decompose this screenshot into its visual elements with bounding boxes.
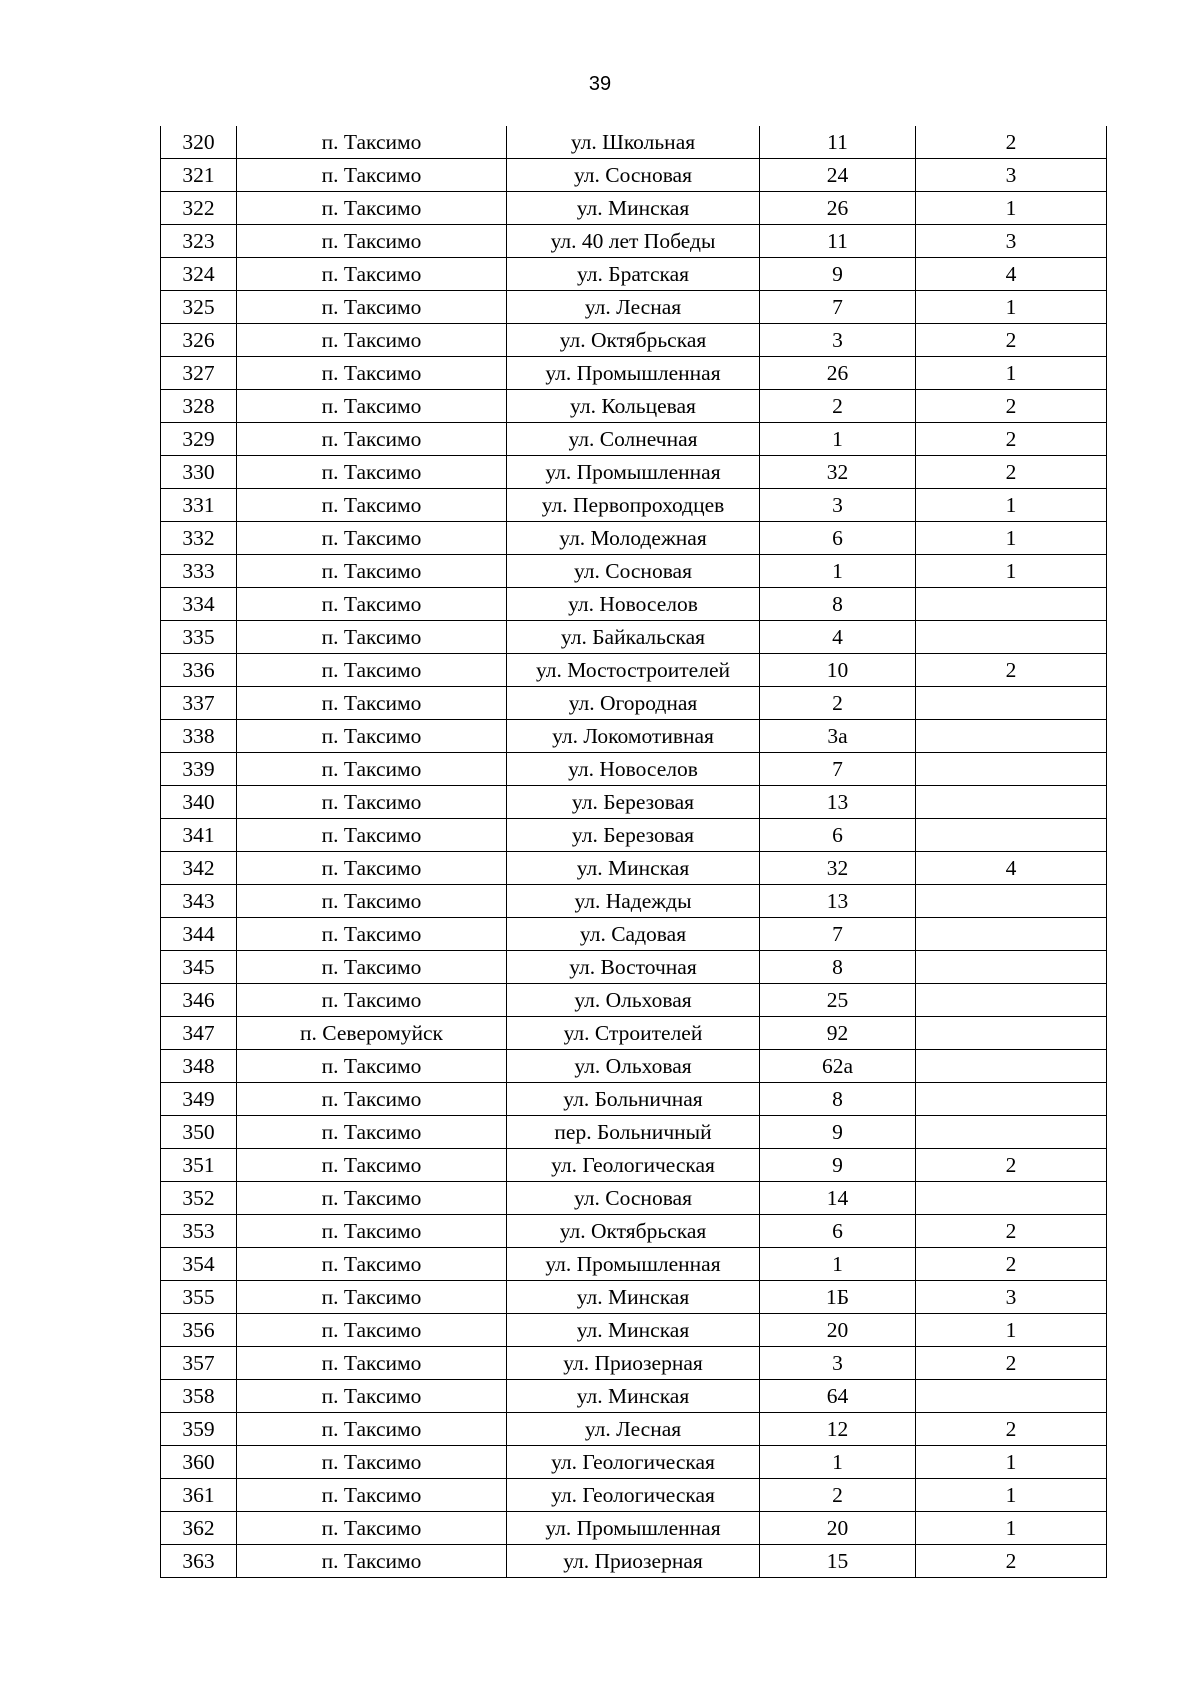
street-cell: ул. Ольховая (507, 1050, 760, 1083)
settlement-cell: п. Северомуйск (237, 1017, 507, 1050)
settlement-cell: п. Таксимо (237, 1545, 507, 1578)
row-number-cell: 356 (161, 1314, 237, 1347)
row-number-cell: 325 (161, 291, 237, 324)
count-cell: 1 (916, 555, 1107, 588)
settlement-cell: п. Таксимо (237, 918, 507, 951)
count-cell: 2 (916, 324, 1107, 357)
house-number-cell: 14 (760, 1182, 916, 1215)
settlement-cell: п. Таксимо (237, 1446, 507, 1479)
count-cell (916, 1116, 1107, 1149)
count-cell (916, 720, 1107, 753)
address-table (160, 126, 1107, 1578)
street-cell: ул. Локомотивная (507, 720, 760, 753)
settlement-cell: п. Таксимо (237, 819, 507, 852)
row-number-cell: 362 (161, 1512, 237, 1545)
row-number-cell: 337 (161, 687, 237, 720)
house-number-cell: 2 (760, 687, 916, 720)
table-row (161, 720, 1107, 753)
street-cell: ул. Первопроходцев (507, 489, 760, 522)
street-cell: ул. Школьная (507, 126, 760, 159)
house-number-cell: 13 (760, 786, 916, 819)
settlement-cell: п. Таксимо (237, 192, 507, 225)
row-number-cell: 358 (161, 1380, 237, 1413)
table-row (161, 1446, 1107, 1479)
house-number-cell: 12 (760, 1413, 916, 1446)
row-number-cell: 327 (161, 357, 237, 390)
count-cell (916, 984, 1107, 1017)
count-cell: 2 (916, 1545, 1107, 1578)
table-row (161, 357, 1107, 390)
settlement-cell: п. Таксимо (237, 456, 507, 489)
row-number-cell: 344 (161, 918, 237, 951)
street-cell: ул. Геологическая (507, 1446, 760, 1479)
table-row (161, 324, 1107, 357)
count-cell: 1 (916, 489, 1107, 522)
row-number-cell: 334 (161, 588, 237, 621)
house-number-cell: 15 (760, 1545, 916, 1578)
house-number-cell: 7 (760, 918, 916, 951)
street-cell: ул. Минская (507, 1281, 760, 1314)
street-cell: ул. Промышленная (507, 357, 760, 390)
table-row (161, 951, 1107, 984)
page-number: 39 (588, 73, 612, 95)
settlement-cell: п. Таксимо (237, 654, 507, 687)
settlement-cell: п. Таксимо (237, 390, 507, 423)
house-number-cell: 25 (760, 984, 916, 1017)
table-row (161, 1017, 1107, 1050)
settlement-cell: п. Таксимо (237, 1479, 507, 1512)
table-row (161, 192, 1107, 225)
row-number-cell: 330 (161, 456, 237, 489)
count-cell: 2 (916, 1347, 1107, 1380)
settlement-cell: п. Таксимо (237, 1149, 507, 1182)
row-number-cell: 323 (161, 225, 237, 258)
count-cell: 1 (916, 522, 1107, 555)
count-cell: 2 (916, 1248, 1107, 1281)
table-row (161, 1182, 1107, 1215)
table-row (161, 1281, 1107, 1314)
house-number-cell: 6 (760, 1215, 916, 1248)
street-cell: ул. Новоселов (507, 588, 760, 621)
street-cell: ул. Октябрьская (507, 324, 760, 357)
settlement-cell: п. Таксимо (237, 1314, 507, 1347)
row-number-cell: 354 (161, 1248, 237, 1281)
house-number-cell: 2 (760, 390, 916, 423)
house-number-cell: 8 (760, 1083, 916, 1116)
house-number-cell: 6 (760, 522, 916, 555)
house-number-cell: 3 (760, 324, 916, 357)
count-cell: 3 (916, 1281, 1107, 1314)
settlement-cell: п. Таксимо (237, 126, 507, 159)
street-cell: ул. 40 лет Победы (507, 225, 760, 258)
settlement-cell: п. Таксимо (237, 1380, 507, 1413)
settlement-cell: п. Таксимо (237, 885, 507, 918)
table-row (161, 1215, 1107, 1248)
street-cell: ул. Новоселов (507, 753, 760, 786)
count-cell (916, 1380, 1107, 1413)
row-number-cell: 352 (161, 1182, 237, 1215)
count-cell: 1 (916, 192, 1107, 225)
settlement-cell: п. Таксимо (237, 753, 507, 786)
street-cell: ул. Мостостроителей (507, 654, 760, 687)
house-number-cell: 6 (760, 819, 916, 852)
table-row (161, 654, 1107, 687)
street-cell: ул. Садовая (507, 918, 760, 951)
street-cell: ул. Приозерная (507, 1347, 760, 1380)
settlement-cell: п. Таксимо (237, 1347, 507, 1380)
settlement-cell: п. Таксимо (237, 258, 507, 291)
street-cell: ул. Промышленная (507, 1248, 760, 1281)
count-cell: 1 (916, 1479, 1107, 1512)
table-row (161, 1149, 1107, 1182)
street-cell: ул. Огородная (507, 687, 760, 720)
row-number-cell: 357 (161, 1347, 237, 1380)
row-number-cell: 353 (161, 1215, 237, 1248)
house-number-cell: 64 (760, 1380, 916, 1413)
table-row (161, 1248, 1107, 1281)
row-number-cell: 339 (161, 753, 237, 786)
row-number-cell: 349 (161, 1083, 237, 1116)
street-cell: ул. Сосновая (507, 159, 760, 192)
settlement-cell: п. Таксимо (237, 1083, 507, 1116)
table-row (161, 918, 1107, 951)
settlement-cell: п. Таксимо (237, 1281, 507, 1314)
settlement-cell: п. Таксимо (237, 555, 507, 588)
count-cell (916, 918, 1107, 951)
row-number-cell: 355 (161, 1281, 237, 1314)
settlement-cell: п. Таксимо (237, 1248, 507, 1281)
row-number-cell: 332 (161, 522, 237, 555)
row-number-cell: 336 (161, 654, 237, 687)
settlement-cell: п. Таксимо (237, 291, 507, 324)
count-cell: 4 (916, 258, 1107, 291)
count-cell: 1 (916, 1314, 1107, 1347)
row-number-cell: 363 (161, 1545, 237, 1578)
table-row (161, 786, 1107, 819)
settlement-cell: п. Таксимо (237, 1512, 507, 1545)
house-number-cell: 1Б (760, 1281, 916, 1314)
table-row (161, 555, 1107, 588)
row-number-cell: 350 (161, 1116, 237, 1149)
street-cell: ул. Приозерная (507, 1545, 760, 1578)
house-number-cell: 11 (760, 126, 916, 159)
table-row (161, 852, 1107, 885)
house-number-cell: 1 (760, 555, 916, 588)
table-row (161, 291, 1107, 324)
street-cell: ул. Березовая (507, 819, 760, 852)
count-cell (916, 588, 1107, 621)
count-cell: 2 (916, 390, 1107, 423)
count-cell: 2 (916, 654, 1107, 687)
table-row (161, 1050, 1107, 1083)
count-cell (916, 1083, 1107, 1116)
street-cell: ул. Лесная (507, 1413, 760, 1446)
count-cell: 3 (916, 225, 1107, 258)
settlement-cell: п. Таксимо (237, 423, 507, 456)
row-number-cell: 348 (161, 1050, 237, 1083)
row-number-cell: 346 (161, 984, 237, 1017)
table-row (161, 588, 1107, 621)
table-row (161, 1347, 1107, 1380)
row-number-cell: 338 (161, 720, 237, 753)
count-cell: 2 (916, 1149, 1107, 1182)
row-number-cell: 359 (161, 1413, 237, 1446)
count-cell (916, 621, 1107, 654)
settlement-cell: п. Таксимо (237, 225, 507, 258)
row-number-cell: 351 (161, 1149, 237, 1182)
table-row (161, 1314, 1107, 1347)
count-cell: 1 (916, 1512, 1107, 1545)
street-cell: ул. Минская (507, 192, 760, 225)
table-row (161, 819, 1107, 852)
count-cell: 1 (916, 291, 1107, 324)
street-cell: ул. Байкальская (507, 621, 760, 654)
row-number-cell: 331 (161, 489, 237, 522)
table-row (161, 1479, 1107, 1512)
settlement-cell: п. Таксимо (237, 951, 507, 984)
street-cell: пер. Больничный (507, 1116, 760, 1149)
house-number-cell: 9 (760, 1149, 916, 1182)
row-number-cell: 326 (161, 324, 237, 357)
count-cell: 1 (916, 357, 1107, 390)
table-row (161, 1116, 1107, 1149)
house-number-cell: 7 (760, 291, 916, 324)
settlement-cell: п. Таксимо (237, 720, 507, 753)
street-cell: ул. Сосновая (507, 1182, 760, 1215)
street-cell: ул. Молодежная (507, 522, 760, 555)
row-number-cell: 361 (161, 1479, 237, 1512)
count-cell (916, 819, 1107, 852)
row-number-cell: 320 (161, 126, 237, 159)
street-cell: ул. Геологическая (507, 1149, 760, 1182)
settlement-cell: п. Таксимо (237, 984, 507, 1017)
settlement-cell: п. Таксимо (237, 852, 507, 885)
count-cell (916, 786, 1107, 819)
count-cell (916, 1050, 1107, 1083)
table-row (161, 1380, 1107, 1413)
house-number-cell: 26 (760, 192, 916, 225)
table-row (161, 225, 1107, 258)
house-number-cell: 9 (760, 1116, 916, 1149)
street-cell: ул. Братская (507, 258, 760, 291)
house-number-cell: 32 (760, 456, 916, 489)
settlement-cell: п. Таксимо (237, 357, 507, 390)
table-row (161, 126, 1107, 159)
street-cell: ул. Солнечная (507, 423, 760, 456)
settlement-cell: п. Таксимо (237, 489, 507, 522)
street-cell: ул. Октябрьская (507, 1215, 760, 1248)
house-number-cell: 9 (760, 258, 916, 291)
count-cell: 2 (916, 126, 1107, 159)
street-cell: ул. Геологическая (507, 1479, 760, 1512)
house-number-cell: 10 (760, 654, 916, 687)
settlement-cell: п. Таксимо (237, 621, 507, 654)
count-cell: 4 (916, 852, 1107, 885)
row-number-cell: 342 (161, 852, 237, 885)
count-cell: 1 (916, 1446, 1107, 1479)
table-row (161, 1413, 1107, 1446)
table-row (161, 159, 1107, 192)
table-row (161, 753, 1107, 786)
street-cell: ул. Надежды (507, 885, 760, 918)
settlement-cell: п. Таксимо (237, 1050, 507, 1083)
settlement-cell: п. Таксимо (237, 588, 507, 621)
street-cell: ул. Минская (507, 1380, 760, 1413)
house-number-cell: 4 (760, 621, 916, 654)
count-cell: 3 (916, 159, 1107, 192)
row-number-cell: 360 (161, 1446, 237, 1479)
street-cell: ул. Строителей (507, 1017, 760, 1050)
count-cell (916, 951, 1107, 984)
settlement-cell: п. Таксимо (237, 1413, 507, 1446)
row-number-cell: 343 (161, 885, 237, 918)
settlement-cell: п. Таксимо (237, 159, 507, 192)
settlement-cell: п. Таксимо (237, 522, 507, 555)
house-number-cell: 1 (760, 1248, 916, 1281)
row-number-cell: 333 (161, 555, 237, 588)
count-cell (916, 1017, 1107, 1050)
settlement-cell: п. Таксимо (237, 1215, 507, 1248)
table-row (161, 522, 1107, 555)
row-number-cell: 340 (161, 786, 237, 819)
table-row (161, 1512, 1107, 1545)
house-number-cell: 3 (760, 489, 916, 522)
count-cell (916, 885, 1107, 918)
settlement-cell: п. Таксимо (237, 324, 507, 357)
address-table-body (161, 126, 1107, 1578)
row-number-cell: 321 (161, 159, 237, 192)
street-cell: ул. Ольховая (507, 984, 760, 1017)
house-number-cell: 8 (760, 588, 916, 621)
settlement-cell: п. Таксимо (237, 786, 507, 819)
house-number-cell: 92 (760, 1017, 916, 1050)
house-number-cell: 8 (760, 951, 916, 984)
count-cell: 2 (916, 1215, 1107, 1248)
street-cell: ул. Промышленная (507, 456, 760, 489)
row-number-cell: 345 (161, 951, 237, 984)
table-row (161, 984, 1107, 1017)
row-number-cell: 341 (161, 819, 237, 852)
settlement-cell: п. Таксимо (237, 687, 507, 720)
row-number-cell: 335 (161, 621, 237, 654)
house-number-cell: 20 (760, 1314, 916, 1347)
row-number-cell: 329 (161, 423, 237, 456)
count-cell (916, 753, 1107, 786)
count-cell: 2 (916, 456, 1107, 489)
table-row (161, 258, 1107, 291)
house-number-cell: 3а (760, 720, 916, 753)
house-number-cell: 3 (760, 1347, 916, 1380)
table-row (161, 489, 1107, 522)
table-row (161, 390, 1107, 423)
street-cell: ул. Минская (507, 852, 760, 885)
house-number-cell: 7 (760, 753, 916, 786)
table-row (161, 423, 1107, 456)
house-number-cell: 26 (760, 357, 916, 390)
count-cell (916, 1182, 1107, 1215)
street-cell: ул. Больничная (507, 1083, 760, 1116)
row-number-cell: 347 (161, 1017, 237, 1050)
house-number-cell: 1 (760, 423, 916, 456)
count-cell: 2 (916, 1413, 1107, 1446)
house-number-cell: 11 (760, 225, 916, 258)
table-row (161, 687, 1107, 720)
row-number-cell: 322 (161, 192, 237, 225)
count-cell: 2 (916, 423, 1107, 456)
street-cell: ул. Промышленная (507, 1512, 760, 1545)
settlement-cell: п. Таксимо (237, 1116, 507, 1149)
table-row (161, 1083, 1107, 1116)
house-number-cell: 24 (760, 159, 916, 192)
row-number-cell: 328 (161, 390, 237, 423)
street-cell: ул. Кольцевая (507, 390, 760, 423)
settlement-cell: п. Таксимо (237, 1182, 507, 1215)
table-row (161, 621, 1107, 654)
house-number-cell: 1 (760, 1446, 916, 1479)
street-cell: ул. Лесная (507, 291, 760, 324)
table-row (161, 885, 1107, 918)
table-row (161, 1545, 1107, 1578)
table-row (161, 456, 1107, 489)
house-number-cell: 2 (760, 1479, 916, 1512)
house-number-cell: 62а (760, 1050, 916, 1083)
house-number-cell: 13 (760, 885, 916, 918)
count-cell (916, 687, 1107, 720)
street-cell: ул. Сосновая (507, 555, 760, 588)
street-cell: ул. Березовая (507, 786, 760, 819)
street-cell: ул. Восточная (507, 951, 760, 984)
house-number-cell: 20 (760, 1512, 916, 1545)
street-cell: ул. Минская (507, 1314, 760, 1347)
house-number-cell: 32 (760, 852, 916, 885)
row-number-cell: 324 (161, 258, 237, 291)
